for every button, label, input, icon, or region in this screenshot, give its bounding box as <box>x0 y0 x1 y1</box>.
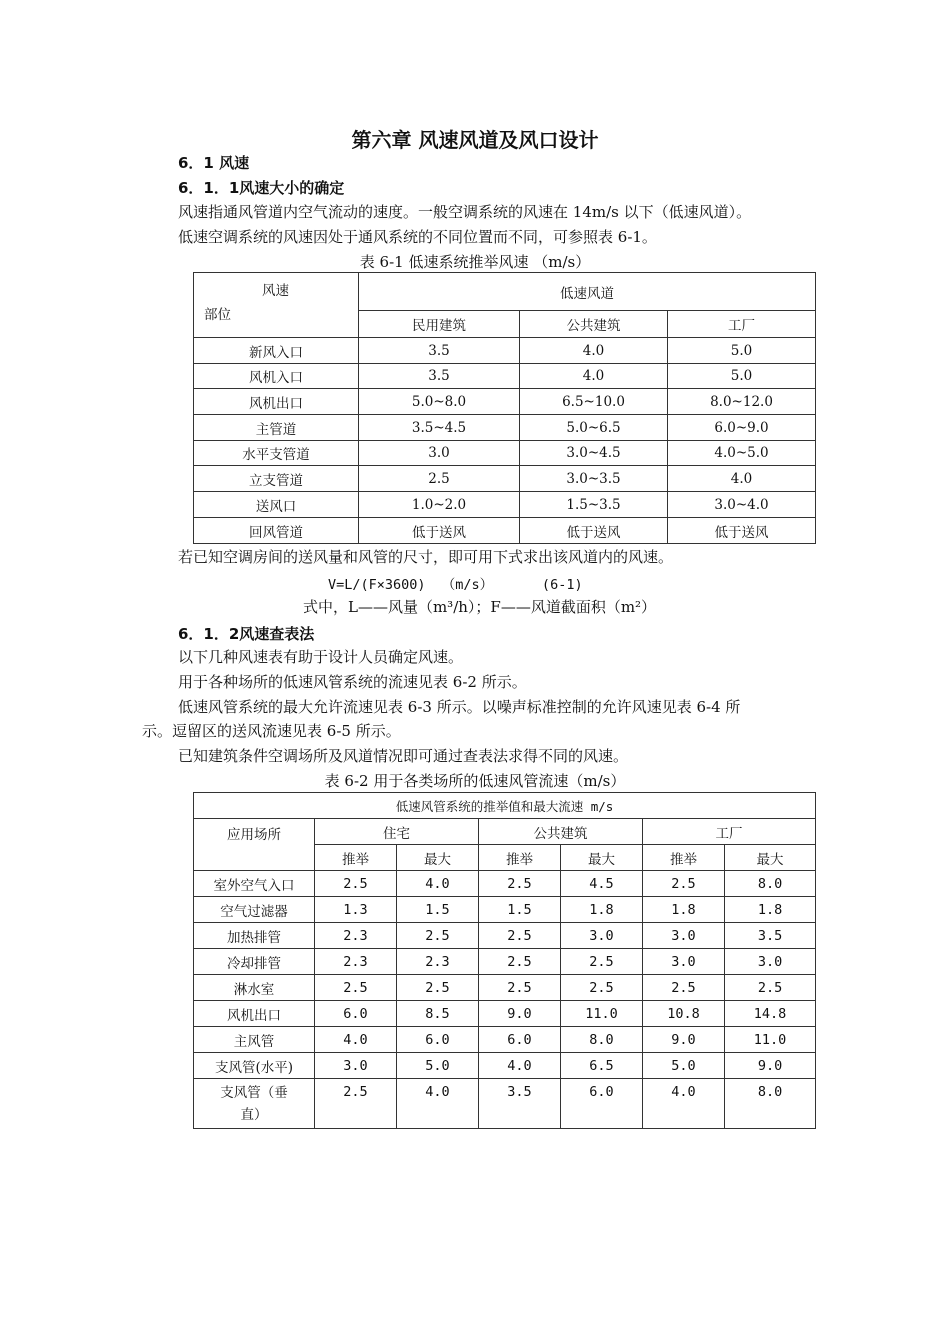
table-cell: 11.0 <box>725 1027 816 1053</box>
table-cell: 1.5 <box>397 897 479 923</box>
table2-group-header: 工厂 <box>643 819 816 845</box>
table-cell: 5.0 <box>668 338 816 364</box>
table-row <box>194 1027 816 1053</box>
table-cell: 10.8 <box>643 1001 725 1027</box>
table-cell: 4.0 <box>643 1079 725 1129</box>
table-cell: 8.0~12.0 <box>668 389 816 415</box>
section-heading-6-1: 6．1 风速 <box>178 154 250 172</box>
paragraph-7: 已知建筑条件空调场所及风道情况即可通过查表法求得不同的风速。 <box>178 747 629 765</box>
table-cell: 3.0 <box>643 923 725 949</box>
chapter-title: 第六章 风速风道及风口设计 <box>351 128 599 152</box>
formula-note: 式中，L——风量（m³/h）；F——风道截面积（m²） <box>303 598 657 616</box>
table-cell: 5.0~8.0 <box>359 389 520 415</box>
table-cell: 2.5 <box>315 975 397 1001</box>
subsection-heading-6-1-2: 6．1．2风速查表法 <box>178 625 315 643</box>
table2-sub-header: 推举 <box>479 845 561 871</box>
table-cell: 3.0~3.5 <box>520 466 668 492</box>
table-cell: 3.0 <box>725 949 816 975</box>
table-cell: 1.8 <box>725 897 816 923</box>
row-label: 送风口 <box>194 492 359 518</box>
paragraph-5: 用于各种场所的低速风管系统的流速见表 6-2 所示。 <box>178 673 527 691</box>
row-label: 支风管(水平) <box>194 1053 315 1079</box>
table-row <box>194 441 816 466</box>
table-row <box>194 923 816 949</box>
row-label: 立支管道 <box>194 466 359 492</box>
table-row <box>194 364 816 389</box>
table-cell: 2.5 <box>397 975 479 1001</box>
table-cell: 4.0 <box>520 338 668 364</box>
table-cell: 4.0 <box>397 1079 479 1129</box>
table-cell: 4.5 <box>561 871 643 897</box>
table-cell: 2.5 <box>315 1079 397 1129</box>
table-row <box>194 975 816 1001</box>
table-cell: 3.0 <box>643 949 725 975</box>
table-cell: 5.0 <box>668 364 816 389</box>
table-cell: 6.0 <box>397 1027 479 1053</box>
paragraph-3: 若已知空调房间的送风量和风管的尺寸，即可用下式求出该风道内的风速。 <box>178 548 674 566</box>
table-cell: 8.0 <box>561 1027 643 1053</box>
table-cell: 3.5 <box>359 364 520 389</box>
table-row <box>194 949 816 975</box>
table-6-1 <box>193 272 816 544</box>
table1-col-header: 民用建筑 <box>359 311 520 338</box>
row-label: 风机入口 <box>194 364 359 389</box>
table-cell: 低于送风 <box>668 518 816 544</box>
row-label: 新风入口 <box>194 338 359 364</box>
table-row <box>194 415 816 441</box>
table-cell: 1.5~3.5 <box>520 492 668 518</box>
table-cell: 1.3 <box>315 897 397 923</box>
table-row <box>194 492 816 518</box>
table2-sub-header: 推举 <box>315 845 397 871</box>
table-row <box>194 389 816 415</box>
table-cell: 11.0 <box>561 1001 643 1027</box>
table1-col-header: 工厂 <box>668 311 816 338</box>
table-cell: 2.5 <box>561 949 643 975</box>
paragraph-2: 低速空调系统的风速因处于通风系统的不同位置而不同，可参照表 6-1。 <box>178 228 657 246</box>
table-cell: 8.0 <box>725 1079 816 1129</box>
row-label: 淋水室 <box>194 975 315 1001</box>
table-cell: 6.5~10.0 <box>520 389 668 415</box>
table-cell: 9.0 <box>479 1001 561 1027</box>
formula: V=L/(F×3600) （m/s） (6-1) <box>328 577 583 593</box>
table-cell: 3.0 <box>315 1053 397 1079</box>
table-cell: 3.0 <box>359 441 520 466</box>
row-label: 回风管道 <box>194 518 359 544</box>
table1-col-header: 公共建筑 <box>520 311 668 338</box>
table-cell: 2.3 <box>315 949 397 975</box>
table-cell: 4.0 <box>479 1053 561 1079</box>
row-label: 空气过滤器 <box>194 897 315 923</box>
row-label: 加热排管 <box>194 923 315 949</box>
table-cell: 6.0~9.0 <box>668 415 816 441</box>
table-cell: 3.0~4.5 <box>520 441 668 466</box>
row-label: 室外空气入口 <box>194 871 315 897</box>
table-cell: 2.5 <box>359 466 520 492</box>
table-cell: 2.5 <box>479 975 561 1001</box>
table-cell: 4.0 <box>397 871 479 897</box>
table-cell: 8.5 <box>397 1001 479 1027</box>
table2-group-header: 公共建筑 <box>479 819 643 845</box>
table-cell: 低于送风 <box>359 518 520 544</box>
table-cell: 5.0 <box>397 1053 479 1079</box>
table-cell: 4.0 <box>315 1027 397 1053</box>
table-cell: 2.5 <box>479 949 561 975</box>
table2-caption: 表 6-2 用于各类场所的低速风管流速（m/s） <box>324 772 626 790</box>
table-cell: 2.5 <box>561 975 643 1001</box>
table-cell: 2.5 <box>725 975 816 1001</box>
table1-corner-bottom: 部位 <box>204 307 231 323</box>
row-label: 风机出口 <box>194 389 359 415</box>
table-row <box>194 871 816 897</box>
table-cell: 4.0 <box>668 466 816 492</box>
paragraph-4: 以下几种风速表有助于设计人员确定风速。 <box>178 648 464 666</box>
table1-caption: 表 6-1 低速系统推举风速 （m/s） <box>359 253 591 271</box>
table2-sub-header: 推举 <box>643 845 725 871</box>
table2-sub-header: 最大 <box>397 845 479 871</box>
paragraph-6-line-2: 示。逗留区的送风流速见表 6-5 所示。 <box>142 722 401 740</box>
table2-header: 低速风管系统的推举值和最大流速 m/s <box>194 793 816 819</box>
table-cell: 3.5~4.5 <box>359 415 520 441</box>
table-cell: 3.5 <box>479 1079 561 1129</box>
row-label: 冷却排管 <box>194 949 315 975</box>
table-cell: 9.0 <box>643 1027 725 1053</box>
table-cell: 低于送风 <box>520 518 668 544</box>
table-cell: 1.8 <box>643 897 725 923</box>
table-row <box>194 338 816 364</box>
table-cell: 4.0~5.0 <box>668 441 816 466</box>
table-cell: 6.0 <box>315 1001 397 1027</box>
row-label: 水平支管道 <box>194 441 359 466</box>
table1-group-header: 低速风道 <box>359 273 816 311</box>
table-cell: 1.8 <box>561 897 643 923</box>
table-cell: 9.0 <box>725 1053 816 1079</box>
table2-group-header: 住宅 <box>315 819 479 845</box>
table-row <box>194 1001 816 1027</box>
table-row <box>194 466 816 492</box>
row-label: 主管道 <box>194 415 359 441</box>
table-cell: 3.5 <box>359 338 520 364</box>
table-cell: 6.0 <box>479 1027 561 1053</box>
table-cell: 1.5 <box>479 897 561 923</box>
table1-corner-top: 风速 <box>262 283 289 299</box>
row-label: 主风管 <box>194 1027 315 1053</box>
table-row <box>194 1079 816 1129</box>
table-cell: 2.3 <box>397 949 479 975</box>
table2-sub-header: 最大 <box>561 845 643 871</box>
row-label: 风机出口 <box>194 1001 315 1027</box>
paragraph-6-line-1: 低速风管系统的最大允许流速见表 6-3 所示。以噪声标准控制的允许风速见表 6-4 所 <box>178 698 741 716</box>
row-label: 支风管（垂直） <box>194 1079 315 1129</box>
table-cell: 3.0 <box>561 923 643 949</box>
table-cell: 2.5 <box>397 923 479 949</box>
table-cell: 2.5 <box>315 871 397 897</box>
table-row <box>194 1053 816 1079</box>
table-cell: 2.5 <box>643 975 725 1001</box>
table-cell: 2.5 <box>643 871 725 897</box>
paragraph-1: 风速指通风管道内空气流动的速度。一般空调系统的风速在 14m/s 以下（低速风道）。 <box>178 203 752 221</box>
table2-place-header: 应用场所 <box>194 819 315 871</box>
table-cell: 2.5 <box>479 871 561 897</box>
table-cell: 5.0 <box>643 1053 725 1079</box>
table-6-2 <box>193 792 816 1129</box>
table-cell: 14.8 <box>725 1001 816 1027</box>
table-row <box>194 518 816 544</box>
table-cell: 3.0~4.0 <box>668 492 816 518</box>
table1-corner-cell <box>194 273 359 338</box>
table-cell: 8.0 <box>725 871 816 897</box>
table-cell: 2.5 <box>479 923 561 949</box>
table-cell: 5.0~6.5 <box>520 415 668 441</box>
table-cell: 1.0~2.0 <box>359 492 520 518</box>
subsection-heading-6-1-1: 6．1．1风速大小的确定 <box>178 179 345 197</box>
table-cell: 4.0 <box>520 364 668 389</box>
table-cell: 3.5 <box>725 923 816 949</box>
table2-sub-header: 最大 <box>725 845 816 871</box>
table-cell: 2.3 <box>315 923 397 949</box>
table-row <box>194 897 816 923</box>
table-cell: 6.0 <box>561 1079 643 1129</box>
table-cell: 6.5 <box>561 1053 643 1079</box>
